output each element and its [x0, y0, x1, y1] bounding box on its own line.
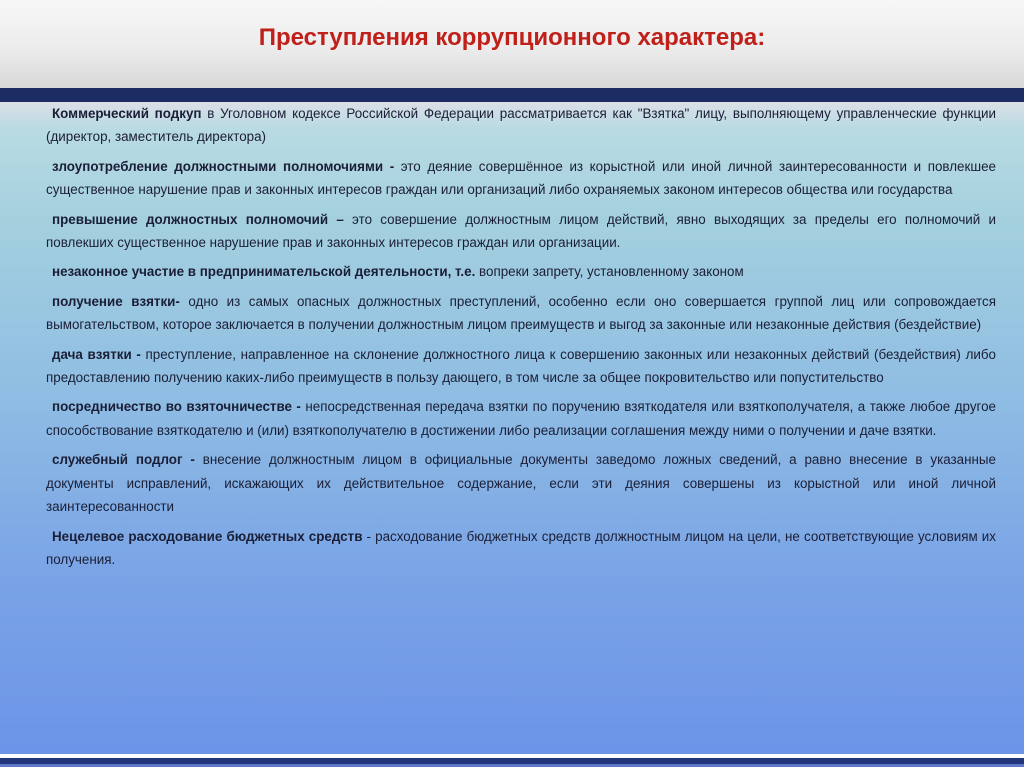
header-divider-bar	[0, 88, 1024, 102]
definition-text: - расходование бюджетных средств должностным лицом на цели, не соответствующие условиям их получения.	[46, 528, 996, 567]
definition-exceeding-authority	[46, 208, 996, 255]
definition-text: одно из самых опасных должностных преступлений, особенно если оно совершается группой лиц или сопровождается вымогательством, которое заключается в получении должностным лицом преимуществ и выгод за законные или незаконные действия (бездействие)	[46, 293, 996, 333]
definition-text: в Уголовном кодексе Российской Федерации рассматривается как "Взятка" лицу, выполняющему управленческие функции (директор, заместитель директора)	[46, 106, 996, 145]
definition-illegal-business	[46, 260, 996, 283]
definition-abuse-of-power	[46, 155, 996, 202]
definition-text: внесение должностным лицом в официальные документы заведомо ложных сведений, а равно внесение в указанные документы исправлений, искажающих их действительное содержание, если эти деяния совершены из корыстной или иной личной заинтересованности	[46, 452, 996, 515]
definition-bribery-mediation	[46, 395, 996, 442]
definition-term: Нецелевое расходование бюджетных средств	[52, 528, 363, 544]
definition-official-forgery	[46, 448, 996, 518]
definition-text: вопреки запрету, установленному законом	[475, 264, 744, 280]
definition-text: преступление, направленное на склонение должностного лица к совершению законных или незаконных действий (бездействия) либо предоставлению получению каких-либо преимуществ в пользу дающего, в том числе за общее покровительство или попустительство	[46, 346, 996, 386]
slide-title: Преступления коррупционного характера:	[258, 24, 766, 51]
definition-commercial-bribery	[46, 102, 996, 149]
definition-text: это совершение должностным лицом действий, явно выходящих за пределы его полномочий и повлекших существенное нарушение прав и законных интересов граждан или организации.	[46, 211, 997, 251]
definition-term: Коммерческий подкуп	[52, 106, 202, 121]
definition-term: посредничество во взяточничестве -	[52, 399, 301, 415]
definition-term: незаконное участие в предпринимательской деятельности, т.е.	[52, 264, 476, 280]
definition-text: непосредственная передача взятки по поручению взяткодателя или взяткополучателя, а также любое другое способствование взяткодателю и (или) взяткополучателю в достижении либо реализации соглашения между ними о получении и даче взятки.	[46, 399, 997, 438]
definition-text: это деяние совершённое из корыстной или иной личной заинтересованности и повлекшее существенное нарушение прав и законных интересов граждан или организаций либо охраняемых законом интересов общества или государства	[46, 158, 996, 198]
definitions-list	[46, 102, 996, 577]
definition-term: получение взятки-	[52, 293, 180, 309]
definition-taking-bribe	[46, 290, 996, 337]
definition-giving-bribe	[46, 343, 996, 390]
definition-term: злоупотребление должностными полномочиями -	[52, 158, 395, 174]
definition-budget-misuse	[46, 525, 996, 572]
definition-term: служебный подлог -	[52, 452, 195, 468]
definition-term: дача взятки -	[52, 346, 141, 362]
definition-term: превышение должностных полномочий –	[52, 211, 344, 227]
